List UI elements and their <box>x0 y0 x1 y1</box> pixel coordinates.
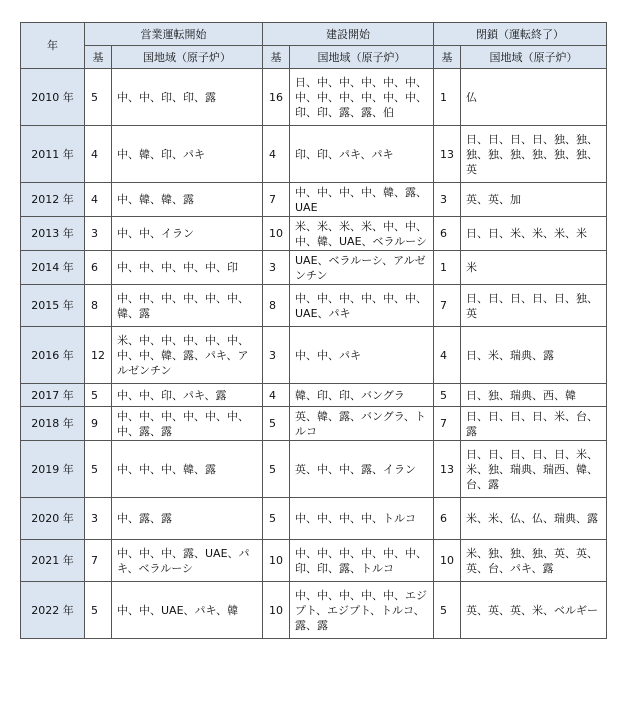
header-operation-start: 営業運転開始 <box>85 23 263 46</box>
year-cell: 2013 年 <box>21 217 85 251</box>
operation-countries: 中、露、露 <box>112 498 263 540</box>
year-cell: 2017 年 <box>21 384 85 407</box>
year-cell: 2020 年 <box>21 498 85 540</box>
closure-countries: 日、独、瑞典、西、韓 <box>461 384 607 407</box>
table-row <box>21 285 607 327</box>
header-closure: 閉鎖（運転終了） <box>434 23 607 46</box>
operation-count: 6 <box>85 251 112 285</box>
closure-countries: 日、米、瑞典、露 <box>461 327 607 384</box>
construction-countries: 中、中、中、中、中、中、UAE、パキ <box>290 285 434 327</box>
operation-countries: 中、中、中、韓、露 <box>112 441 263 498</box>
table-body <box>21 69 607 639</box>
table-row <box>21 217 607 251</box>
table-row <box>21 498 607 540</box>
closure-count: 1 <box>434 251 461 285</box>
construction-count: 16 <box>263 69 290 126</box>
construction-count: 7 <box>263 183 290 217</box>
construction-count: 3 <box>263 327 290 384</box>
year-cell: 2014 年 <box>21 251 85 285</box>
operation-countries: 中、中、中、中、中、中、中、露、露 <box>112 407 263 441</box>
table-row <box>21 407 607 441</box>
operation-countries: 中、中、中、露、UAE、パキ、ベラルーシ <box>112 540 263 582</box>
construction-count: 8 <box>263 285 290 327</box>
nuclear-reactor-table <box>20 22 607 639</box>
construction-countries: 中、中、中、中、中、エジプト、エジプト、トルコ、露、露 <box>290 582 434 639</box>
header-cl-country: 国地域（原子炉） <box>461 46 607 69</box>
construction-count: 5 <box>263 498 290 540</box>
header-construction-start: 建設開始 <box>263 23 434 46</box>
year-cell: 2019 年 <box>21 441 85 498</box>
closure-count: 10 <box>434 540 461 582</box>
operation-countries: 中、中、イラン <box>112 217 263 251</box>
table-row <box>21 384 607 407</box>
operation-countries: 中、中、UAE、パキ、韓 <box>112 582 263 639</box>
construction-countries: 中、中、中、中、トルコ <box>290 498 434 540</box>
operation-count: 5 <box>85 69 112 126</box>
closure-countries: 英、英、英、米、ベルギー <box>461 582 607 639</box>
table-row <box>21 441 607 498</box>
operation-count: 12 <box>85 327 112 384</box>
closure-count: 5 <box>434 384 461 407</box>
closure-count: 6 <box>434 217 461 251</box>
header-con-count: 基 <box>263 46 290 69</box>
construction-countries: 英、韓、露、バングラ、トルコ <box>290 407 434 441</box>
operation-count: 3 <box>85 498 112 540</box>
header-row-sub <box>21 46 607 69</box>
operation-count: 5 <box>85 441 112 498</box>
construction-countries: 中、中、中、中、韓、露、UAE <box>290 183 434 217</box>
header-year: 年 <box>21 23 85 69</box>
closure-countries: 日、日、日、日、独、独、独、独、独、独、独、独、英 <box>461 126 607 183</box>
operation-countries: 中、韓、印、パキ <box>112 126 263 183</box>
table-row <box>21 69 607 126</box>
construction-count: 5 <box>263 407 290 441</box>
year-cell: 2015 年 <box>21 285 85 327</box>
closure-countries: 仏 <box>461 69 607 126</box>
closure-countries: 米 <box>461 251 607 285</box>
operation-countries: 米、中、中、中、中、中、中、中、韓、露、パキ、アルゼンチン <box>112 327 263 384</box>
operation-countries: 中、中、印、パキ、露 <box>112 384 263 407</box>
closure-countries: 日、日、日、日、日、米、米、独、瑞典、瑞西、韓、台、露 <box>461 441 607 498</box>
year-cell: 2018 年 <box>21 407 85 441</box>
operation-countries: 中、中、中、中、中、印 <box>112 251 263 285</box>
closure-countries: 米、独、独、独、英、英、英、台、パキ、露 <box>461 540 607 582</box>
operation-count: 7 <box>85 540 112 582</box>
closure-count: 13 <box>434 441 461 498</box>
closure-count: 1 <box>434 69 461 126</box>
year-cell: 2016 年 <box>21 327 85 384</box>
closure-count: 7 <box>434 285 461 327</box>
construction-count: 10 <box>263 540 290 582</box>
operation-count: 4 <box>85 126 112 183</box>
operation-count: 9 <box>85 407 112 441</box>
construction-countries: 中、中、中、中、中、中、印、印、露、トルコ <box>290 540 434 582</box>
construction-count: 4 <box>263 384 290 407</box>
closure-count: 4 <box>434 327 461 384</box>
closure-count: 6 <box>434 498 461 540</box>
year-cell: 2011 年 <box>21 126 85 183</box>
construction-count: 10 <box>263 217 290 251</box>
operation-count: 5 <box>85 384 112 407</box>
table-row <box>21 183 607 217</box>
construction-count: 10 <box>263 582 290 639</box>
closure-countries: 日、日、日、日、米、台、露 <box>461 407 607 441</box>
closure-countries: 英、英、加 <box>461 183 607 217</box>
closure-count: 3 <box>434 183 461 217</box>
operation-count: 3 <box>85 217 112 251</box>
operation-countries: 中、中、印、印、露 <box>112 69 263 126</box>
construction-count: 3 <box>263 251 290 285</box>
year-cell: 2022 年 <box>21 582 85 639</box>
closure-count: 13 <box>434 126 461 183</box>
table-row <box>21 540 607 582</box>
header-op-count: 基 <box>85 46 112 69</box>
construction-count: 4 <box>263 126 290 183</box>
construction-countries: 印、印、パキ、パキ <box>290 126 434 183</box>
construction-countries: UAE、ベラルーシ、アルゼンチン <box>290 251 434 285</box>
table-row <box>21 126 607 183</box>
header-con-country: 国地域（原子炉） <box>290 46 434 69</box>
header-op-country: 国地域（原子炉） <box>112 46 263 69</box>
construction-count: 5 <box>263 441 290 498</box>
closure-countries: 日、日、日、日、日、独、英 <box>461 285 607 327</box>
construction-countries: 日、中、中、中、中、中、中、中、中、中、中、中、印、印、露、露、伯 <box>290 69 434 126</box>
table-row <box>21 251 607 285</box>
year-cell: 2010 年 <box>21 69 85 126</box>
closure-count: 7 <box>434 407 461 441</box>
year-cell: 2021 年 <box>21 540 85 582</box>
construction-countries: 米、米、米、米、中、中、中、韓、UAE、ベラルーシ <box>290 217 434 251</box>
construction-countries: 韓、印、印、バングラ <box>290 384 434 407</box>
operation-count: 8 <box>85 285 112 327</box>
table-row <box>21 327 607 384</box>
operation-count: 5 <box>85 582 112 639</box>
closure-countries: 米、米、仏、仏、瑞典、露 <box>461 498 607 540</box>
year-cell: 2012 年 <box>21 183 85 217</box>
header-row-groups <box>21 23 607 46</box>
closure-countries: 日、日、米、米、米、米 <box>461 217 607 251</box>
table-row <box>21 582 607 639</box>
closure-count: 5 <box>434 582 461 639</box>
operation-count: 4 <box>85 183 112 217</box>
header-cl-count: 基 <box>434 46 461 69</box>
construction-countries: 英、中、中、露、イラン <box>290 441 434 498</box>
construction-countries: 中、中、パキ <box>290 327 434 384</box>
operation-countries: 中、中、中、中、中、中、韓、露 <box>112 285 263 327</box>
operation-countries: 中、韓、韓、露 <box>112 183 263 217</box>
